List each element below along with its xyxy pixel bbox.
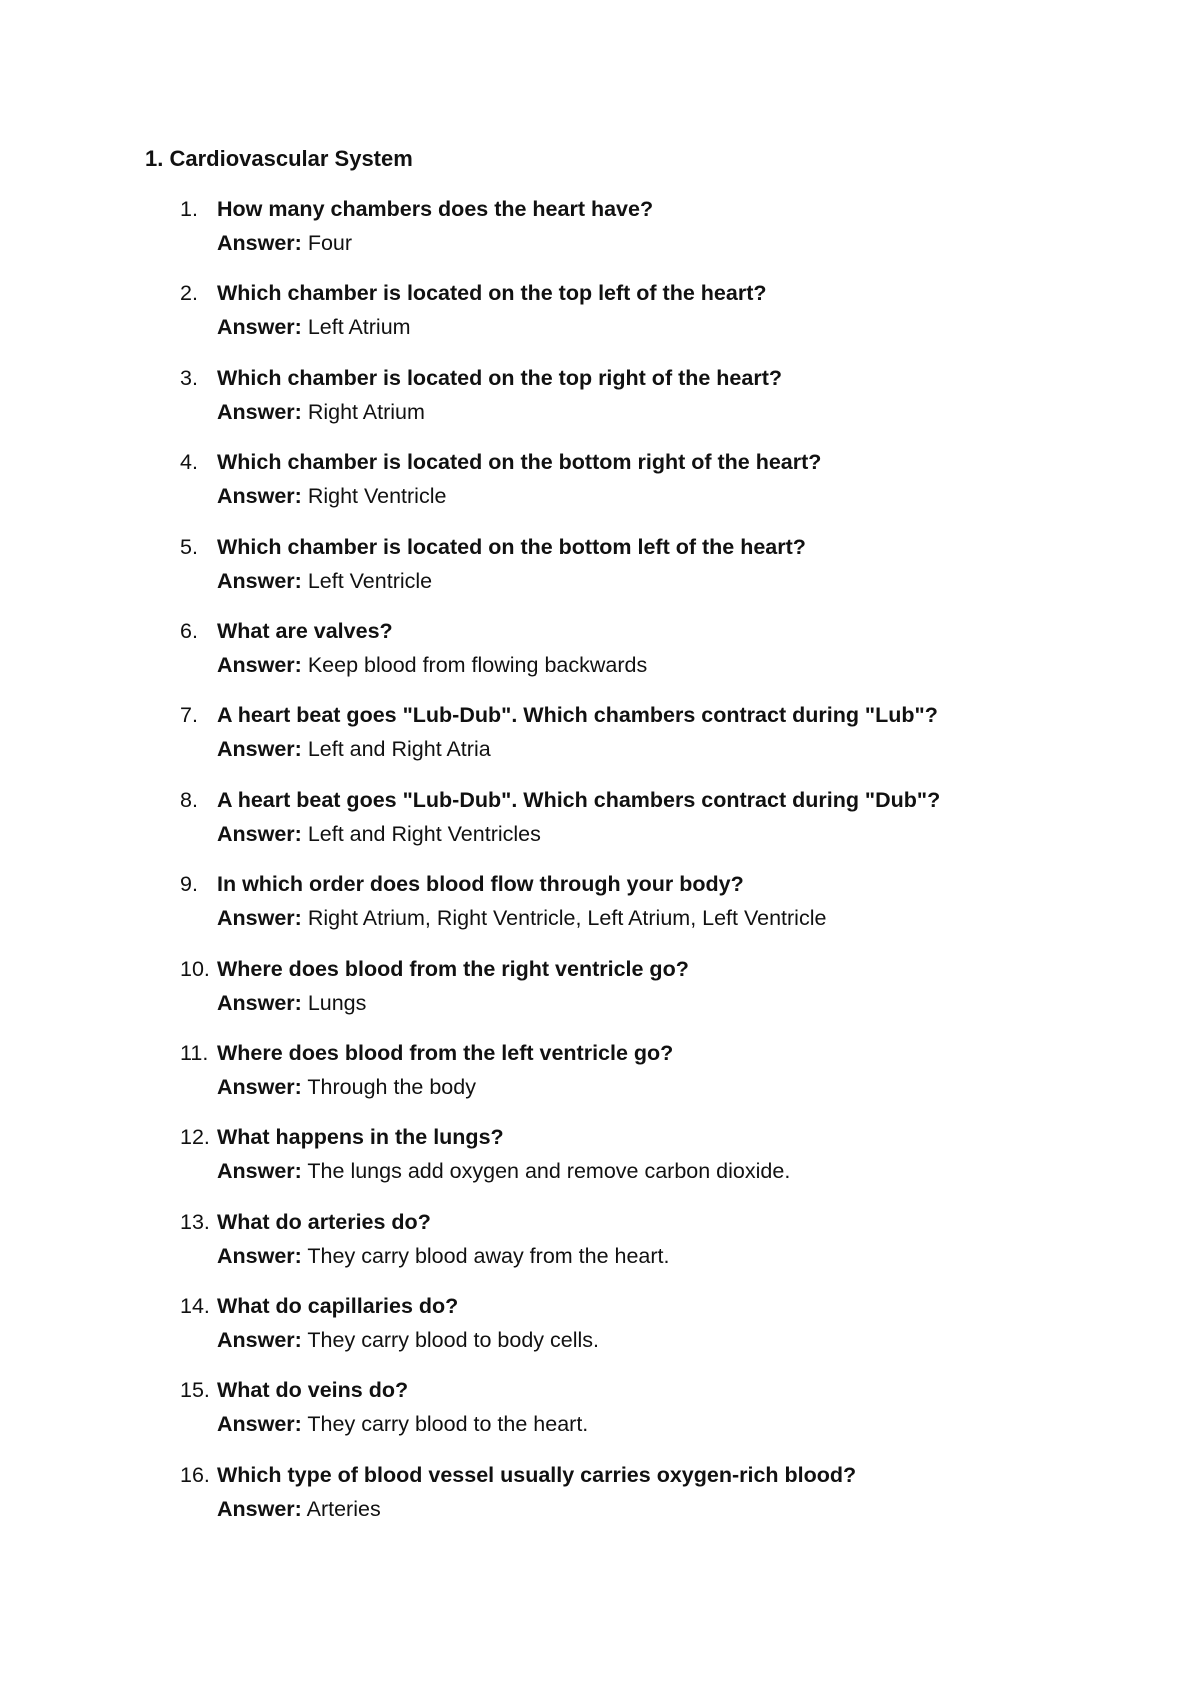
answer-line [217, 732, 491, 766]
answer-label: Answer: [217, 484, 302, 509]
question-item [0, 1458, 1191, 1542]
answer-text: Left and Right Ventricles [307, 821, 541, 846]
question-item [0, 445, 1191, 529]
answer-line [217, 395, 425, 429]
answer-text: Keep blood from flowing backwards [307, 652, 648, 677]
question-text: Which chamber is located on the bottom left of the heart? [217, 534, 806, 559]
question-text: Which chamber is located on the top left of the heart? [217, 281, 767, 306]
answer-line [217, 901, 826, 935]
answer-line [217, 1407, 588, 1441]
answer-text: They carry blood to body cells. [307, 1328, 600, 1353]
question-text: What happens in the lungs? [217, 1125, 504, 1150]
question-text: What do arteries do? [217, 1209, 431, 1234]
answer-label: Answer: [217, 1496, 302, 1521]
question-item [0, 1373, 1191, 1457]
answer-label: Answer: [217, 1243, 302, 1268]
answer-line [217, 817, 541, 851]
answer-label: Answer: [217, 1074, 302, 1099]
question-item [0, 698, 1191, 782]
question-text: What do veins do? [217, 1378, 409, 1403]
answer-line [217, 564, 432, 598]
answer-text: Right Atrium [307, 399, 425, 424]
section-title: 1. Cardiovascular System [145, 146, 413, 171]
question-text: What do capillaries do? [217, 1294, 459, 1319]
question-number: 6. [180, 618, 198, 643]
question-text: How many chambers does the heart have? [217, 197, 654, 221]
answer-label: Answer: [217, 1159, 302, 1184]
question-number: 14. [180, 1294, 210, 1319]
answer-text: Left and Right Atria [307, 737, 491, 762]
question-number: 8. [180, 787, 198, 812]
answer-text: The lungs add oxygen and remove carbon dioxide. [307, 1159, 791, 1184]
question-item [0, 1289, 1191, 1373]
question-item [0, 361, 1191, 445]
question-number: 4. [180, 450, 198, 475]
question-text: Which type of blood vessel usually carries oxygen-rich blood? [217, 1462, 857, 1487]
answer-line [217, 1323, 599, 1357]
question-number: 15. [180, 1378, 210, 1403]
question-list [0, 192, 1191, 1542]
question-text: Which chamber is located on the top right of the heart? [217, 365, 783, 390]
answer-label: Answer: [217, 1412, 302, 1437]
answer-line [217, 1492, 381, 1526]
answer-line [217, 226, 352, 260]
question-item [0, 867, 1191, 951]
question-text: A heart beat goes "Lub-Dub". Which chambers contract during "Dub"? [217, 787, 941, 812]
question-number: 11. [180, 1040, 209, 1065]
question-item [0, 276, 1191, 360]
answer-line [217, 1154, 790, 1188]
question-text: Where does blood from the left ventricle go? [217, 1040, 674, 1065]
answer-label: Answer: [217, 315, 302, 340]
answer-text: Arteries [306, 1496, 381, 1521]
question-item [0, 614, 1191, 698]
question-text: What are valves? [217, 618, 393, 643]
question-text: A heart beat goes "Lub-Dub". Which chambers contract during "Lub"? [217, 703, 938, 728]
answer-text: They carry blood away from the heart. [307, 1243, 670, 1268]
answer-text: Through the body [307, 1074, 476, 1099]
question-number: 13. [180, 1209, 210, 1234]
question-number: 2. [180, 281, 198, 306]
answer-label: Answer: [217, 737, 302, 762]
answer-label: Answer: [217, 652, 302, 677]
question-item [0, 783, 1191, 867]
answer-text: Lungs [307, 990, 367, 1015]
question-number: 16. [180, 1462, 210, 1487]
answer-text: Left Atrium [307, 315, 411, 340]
question-text: In which order does blood flow through your body? [217, 872, 744, 897]
question-number: 5. [180, 534, 198, 559]
answer-line [217, 648, 647, 682]
answer-text: Left Ventricle [307, 568, 433, 593]
question-item [0, 1120, 1191, 1204]
question-number: 1. [180, 197, 198, 221]
question-item [0, 1205, 1191, 1289]
question-text: Where does blood from the right ventricle go? [217, 956, 689, 981]
question-number: 3. [180, 365, 198, 390]
answer-line [217, 479, 446, 513]
answer-text: They carry blood to the heart. [307, 1412, 589, 1437]
answer-label: Answer: [217, 906, 302, 931]
answer-text: Right Atrium, Right Ventricle, Left Atrium, Left Ventricle [307, 906, 827, 931]
answer-line [217, 1070, 476, 1104]
question-number: 7. [180, 703, 198, 728]
question-number: 10. [180, 956, 210, 981]
answer-line [217, 310, 411, 344]
answer-line [217, 986, 366, 1020]
answer-label: Answer: [217, 399, 302, 424]
answer-label: Answer: [217, 990, 302, 1015]
question-text: Which chamber is located on the bottom right of the heart? [217, 450, 822, 475]
question-item [0, 952, 1191, 1036]
answer-label: Answer: [217, 231, 302, 255]
answer-text: Right Ventricle [307, 484, 447, 509]
answer-line [217, 1239, 670, 1273]
answer-label: Answer: [217, 568, 302, 593]
question-item [0, 1036, 1191, 1120]
answer-text: Four [307, 231, 353, 255]
question-number: 9. [180, 872, 198, 897]
answer-label: Answer: [217, 1328, 302, 1353]
question-item [0, 192, 1191, 276]
question-number: 12. [180, 1125, 210, 1150]
answer-label: Answer: [217, 821, 302, 846]
question-item [0, 530, 1191, 614]
